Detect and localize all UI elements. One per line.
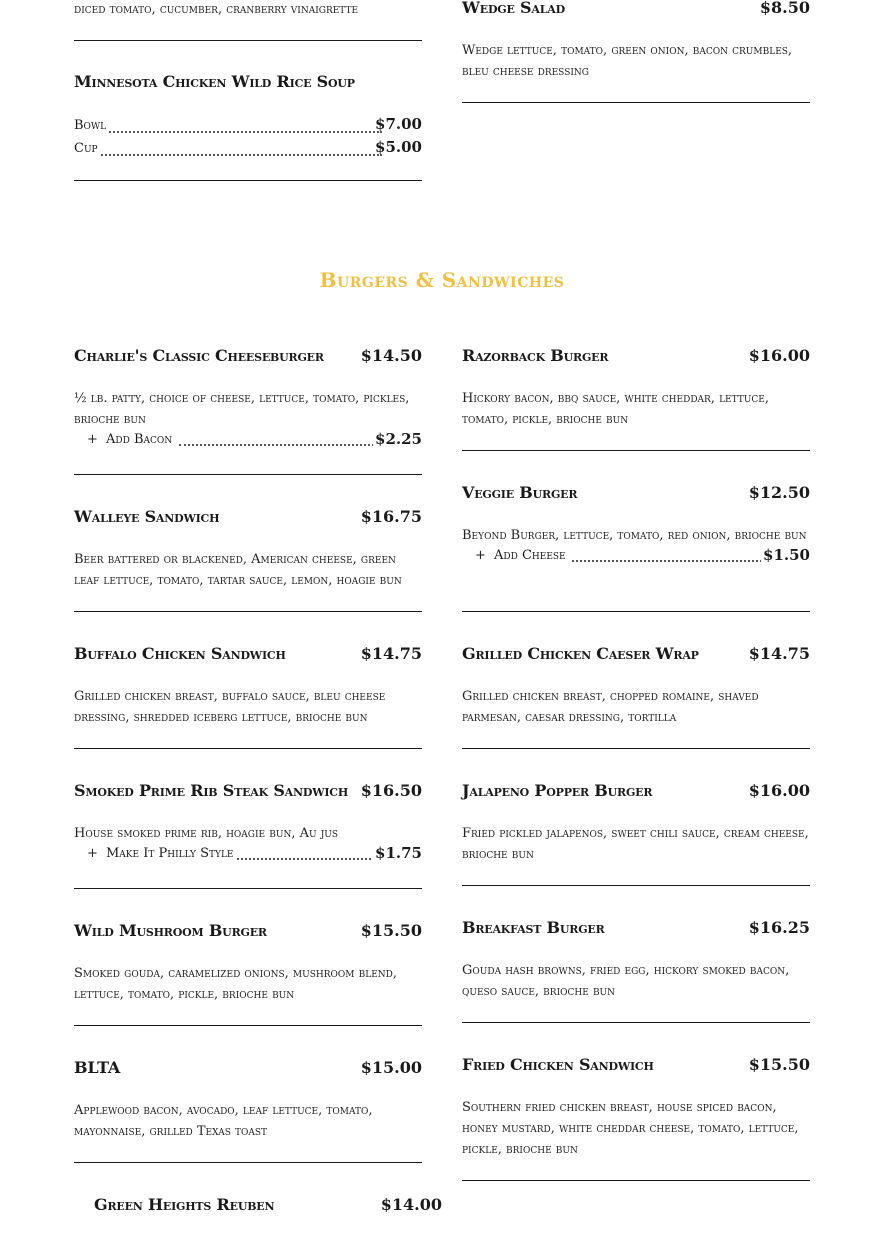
addon-label: Add Bacon [106,432,173,447]
divider [462,1022,810,1023]
item-desc: Applewood bacon, avocado, leaf lettuce, tomato, mayonnaise, grilled Texas toast [74,1103,373,1139]
item-name: Wild Mushroom Burger [74,921,267,940]
item-price: $15.50 [360,921,422,940]
divider [462,102,810,103]
addon-price: $2.25 [375,430,422,448]
soup-option-cup [74,138,422,161]
menu-item [74,507,422,591]
item-desc: Southern fried chicken breast, house spiced bacon, honey mustard, white cheddar cheese, tomato, lettuce, pickle, brioche bun [462,1100,799,1157]
item-desc: Wedge lettuce, tomato, green onion, bacon crumbles, bleu cheese dressing [462,43,793,79]
menu-item [74,921,422,1005]
soup-name: Minnesota Chicken Wild Rice Soup [74,72,355,91]
divider [74,611,422,612]
item-price: $15.00 [360,1058,422,1077]
item-name: Walleye Sandwich [74,507,220,526]
item-desc: Gouda hash browns, fried egg, hickory smoked bacon, queso sauce, brioche bun [462,963,790,999]
item-name: Wedge Salad [462,0,565,17]
menu-item [74,346,422,452]
soup-option-label: Bowl [74,118,107,133]
divider [462,1180,810,1181]
item-name: Buffalo Chicken Sandwich [74,644,286,663]
divider [462,450,810,451]
menu-item [462,918,810,1002]
dot-leader [234,844,382,860]
divider [462,611,810,612]
item-name: Razorback Burger [462,346,609,365]
plus-icon: + [87,846,98,861]
menu-item [462,1055,810,1160]
item-name: Breakfast Burger [462,918,605,937]
addon-label: Make It Philly Style [106,846,234,861]
item-desc: Smoked gouda, caramelized onions, mushroom blend, lettuce, tomato, pickle, brioche bun [74,966,397,1002]
addon-row [74,430,422,452]
item-price: $14.75 [360,644,422,663]
menu-item [74,644,422,728]
divider [74,180,422,181]
item-desc: House smoked prime rib, hoagie bun, Au jus [74,826,339,841]
addon-price: $1.75 [375,844,422,862]
item-price: $16.00 [748,346,810,365]
item-name: Charlie's Classic Cheeseburger [74,346,324,365]
item-name: Veggie Burger [462,483,578,502]
plus-icon: + [87,432,98,447]
soup-option-label: Cup [74,141,98,156]
divider [74,40,422,41]
item-price: $14.75 [748,644,810,663]
plus-icon: + [475,548,486,563]
divider [462,885,810,886]
item-name: Jalapeno Popper Burger [462,781,653,800]
dot-leader [179,430,382,446]
item-price: $15.50 [748,1055,810,1074]
item-name: Fried Chicken Sandwich [462,1055,654,1074]
addon-row [74,844,422,866]
item-price: $16.75 [360,507,422,526]
addon-price: $1.50 [763,546,810,564]
item-name: Green Heights Reuben [94,1195,275,1214]
item-price: $16.00 [748,781,810,800]
item-desc: ½ lb. patty, choice of cheese, lettuce, tomato, pickles, brioche bun [74,391,410,427]
divider [74,888,422,889]
addon-row [462,546,810,568]
top-left-fragment [74,0,422,20]
menu-item [462,781,810,865]
item-desc: Grilled chicken breast, chopped romaine, shaved parmesan, caesar dressing, tortilla [462,689,759,725]
fragment-desc: diced tomato, cucumber, cranberry vinaigrette [74,2,359,17]
item-price: $12.50 [748,483,810,502]
item-price: $16.25 [748,918,810,937]
divider [74,1025,422,1026]
item-price: $16.50 [360,781,422,800]
dot-leader [74,117,382,133]
item-desc: Fried pickled jalapenos, sweet chili sauce, cream cheese, brioche bun [462,826,809,862]
divider [74,748,422,749]
item-name: Smoked Prime Rib Steak Sandwich [74,781,349,800]
menu-item [462,644,810,728]
item-desc: Grilled chicken breast, buffalo sauce, bleu cheese dressing, shredded iceberg lettuce, brioche bun [74,689,386,725]
menu-item [74,1058,422,1142]
menu-item [462,483,810,568]
soup-option-bowl [74,115,422,138]
dot-leader [572,546,770,562]
dot-leader [74,140,382,156]
item-desc: Beyond Burger, lettuce, tomato, red onion, brioche bun [462,528,807,543]
item-name: Grilled Chicken Caeser Wrap [462,644,699,663]
divider [74,1162,422,1163]
wedge-salad-item [462,0,810,82]
item-desc: Hickory bacon, bbq sauce, white cheddar, lettuce, tomato, pickle, brioche bun [462,391,769,427]
item-price: $14.00 [380,1195,442,1214]
divider [462,748,810,749]
soup-option-price: $5.00 [375,138,422,156]
menu-item [94,1195,442,1219]
divider [74,474,422,475]
item-price: $8.50 [759,0,810,17]
section-title: Burgers & Sandwiches [319,268,565,292]
soup-item [74,72,422,161]
addon-label: Add Cheese [494,548,566,563]
item-desc: Beer battered or blackened, American cheese, green leaf lettuce, tomato, tartar sauce, lemon, hoagie bun [74,552,402,588]
menu-item [74,781,422,866]
menu-item [462,346,810,430]
soup-option-price: $7.00 [375,115,422,133]
item-name: BLTA [74,1058,121,1077]
item-price: $14.50 [360,346,422,365]
